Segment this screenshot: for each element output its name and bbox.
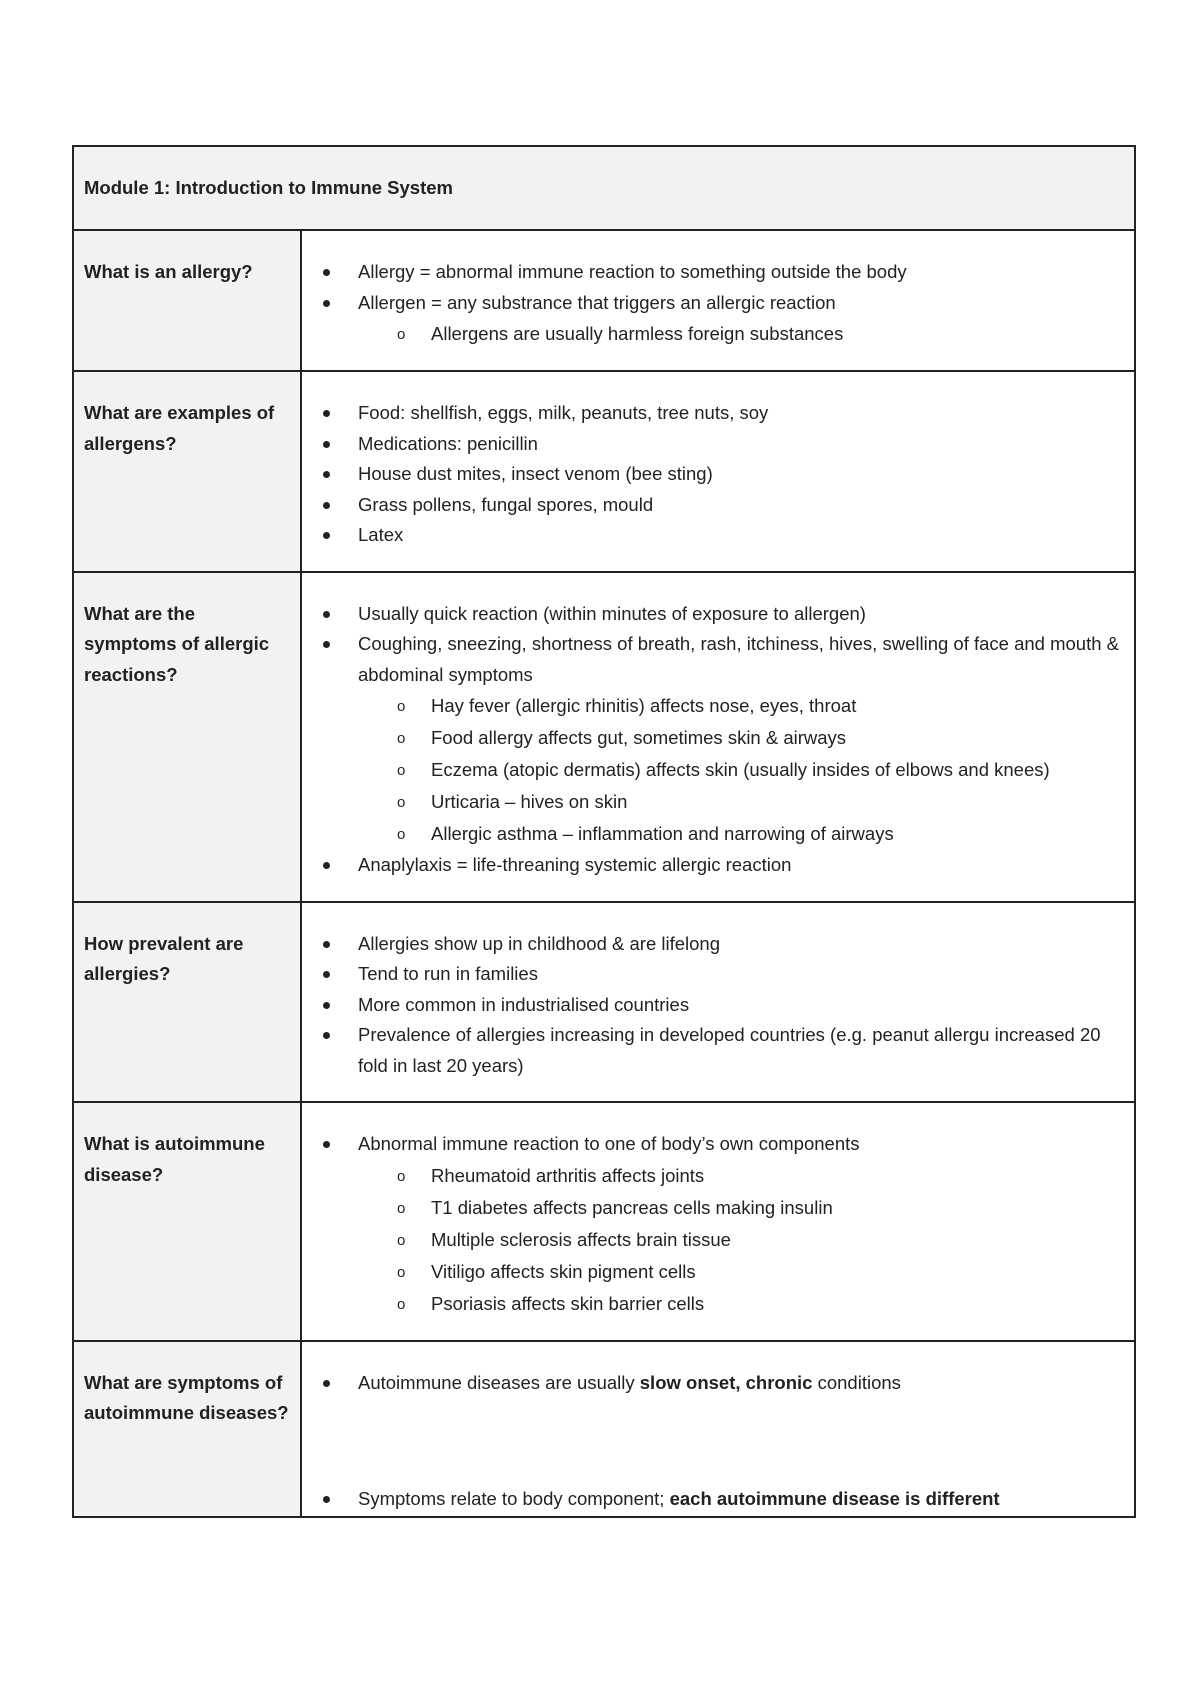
list-item: More common in industrialised countries — [312, 990, 1124, 1021]
sub-list-item: o Vitiligo affects skin pigment cells — [312, 1256, 1124, 1288]
question-cell: What are symptoms of autoimmune diseases? — [73, 1341, 301, 1517]
list-item: Tend to run in families — [312, 959, 1124, 990]
bullet-icon — [323, 1380, 330, 1387]
bullet-icon — [323, 1002, 330, 1009]
bullet-icon — [323, 269, 330, 276]
list-item: Grass pollens, fungal spores, mould — [312, 490, 1124, 521]
sub-list-item: o Allergic asthma – inflammation and narrowing of airways — [312, 818, 1124, 850]
bullet-icon — [323, 641, 330, 648]
answer-cell — [301, 371, 1135, 572]
bullet-icon — [323, 502, 330, 509]
answer-cell — [301, 1341, 1135, 1517]
circle-bullet-icon: o — [397, 1263, 406, 1281]
circle-bullet-icon: o — [397, 826, 406, 843]
bullet-icon — [323, 410, 330, 417]
list-item: Anaplylaxis = life-threaning systemic allergic reaction — [312, 850, 1124, 881]
title-row — [73, 146, 1135, 230]
bullet-icon — [323, 862, 330, 869]
question-cell: What are the symptoms of allergic reactions? — [73, 572, 301, 902]
circle-bullet-icon: o — [397, 1167, 406, 1185]
table-row — [73, 1102, 1135, 1341]
question-cell: What are examples of allergens? — [73, 371, 301, 572]
question-cell: What is autoimmune disease? — [73, 1102, 301, 1341]
list-item: Symptoms relate to body component; each autoimmune disease is different — [312, 1484, 1124, 1515]
list-item: Latex — [312, 520, 1124, 551]
table-row — [73, 572, 1135, 902]
list-item: Usually quick reaction (within minutes of exposure to allergen) — [312, 599, 1124, 630]
circle-bullet-icon: o — [397, 762, 406, 779]
circle-bullet-icon: o — [397, 730, 406, 747]
bullet-icon — [323, 1141, 330, 1148]
circle-bullet-icon: o — [397, 326, 406, 343]
list-item: Medications: penicillin — [312, 429, 1124, 460]
list-item: Prevalence of allergies increasing in developed countries (e.g. peanut allergu increased 20 fold in last 20 years) — [312, 1020, 1124, 1081]
table-row — [73, 371, 1135, 572]
circle-bullet-icon: o — [397, 698, 406, 715]
answer-cell — [301, 572, 1135, 902]
sub-list-item: o T1 diabetes affects pancreas cells making insulin — [312, 1192, 1124, 1224]
bullet-icon — [323, 1032, 330, 1039]
sub-list-item: o Eczema (atopic dermatis) affects skin (usually insides of elbows and knees) — [312, 754, 1124, 786]
list-item: House dust mites, insect venom (bee sting) — [312, 459, 1124, 490]
spacer — [312, 1398, 1124, 1484]
table-row — [73, 902, 1135, 1103]
sub-list-item: o Allergens are usually harmless foreign substances — [312, 318, 1124, 350]
bullet-icon — [323, 532, 330, 539]
list-item: Allergen = any substrance that triggers an allergic reaction — [312, 288, 1124, 319]
question-cell: How prevalent are allergies? — [73, 902, 301, 1103]
sub-list-item: o Hay fever (allergic rhinitis) affects nose, eyes, throat — [312, 690, 1124, 722]
list-item: Abnormal immune reaction to one of body’s own components — [312, 1129, 1124, 1160]
circle-bullet-icon: o — [397, 1295, 406, 1313]
bullet-icon — [323, 1496, 330, 1503]
bullet-icon — [323, 441, 330, 448]
bullet-icon — [323, 611, 330, 618]
question-cell: What is an allergy? — [73, 230, 301, 371]
bullet-icon — [323, 941, 330, 948]
circle-bullet-icon: o — [397, 794, 406, 811]
sub-list-item: o Urticaria – hives on skin — [312, 786, 1124, 818]
sub-list-item: o Multiple sclerosis affects brain tissue — [312, 1224, 1124, 1256]
answer-cell — [301, 1102, 1135, 1341]
list-item: Allergies show up in childhood & are lifelong — [312, 929, 1124, 960]
module-title: Module 1: Introduction to Immune System — [73, 146, 1135, 230]
bullet-icon — [323, 971, 330, 978]
table-row — [73, 1341, 1135, 1517]
list-item: Food: shellfish, eggs, milk, peanuts, tree nuts, soy — [312, 398, 1124, 429]
bullet-icon — [323, 300, 330, 307]
sub-list-item: o Psoriasis affects skin barrier cells — [312, 1288, 1124, 1320]
circle-bullet-icon: o — [397, 1231, 406, 1249]
answer-cell — [301, 230, 1135, 371]
table-row — [73, 230, 1135, 371]
list-item: Coughing, sneezing, shortness of breath, rash, itchiness, hives, swelling of face and mouth & abdominal symptoms — [312, 629, 1124, 690]
answer-cell — [301, 902, 1135, 1103]
list-item: Autoimmune diseases are usually slow onset, chronic conditions — [312, 1368, 1124, 1399]
bullet-icon — [323, 471, 330, 478]
list-item: Allergy = abnormal immune reaction to something outside the body — [312, 257, 1124, 288]
module-notes-table — [72, 145, 1136, 1518]
sub-list-item: o Food allergy affects gut, sometimes skin & airways — [312, 722, 1124, 754]
sub-list-item: o Rheumatoid arthritis affects joints — [312, 1160, 1124, 1192]
circle-bullet-icon: o — [397, 1199, 406, 1217]
